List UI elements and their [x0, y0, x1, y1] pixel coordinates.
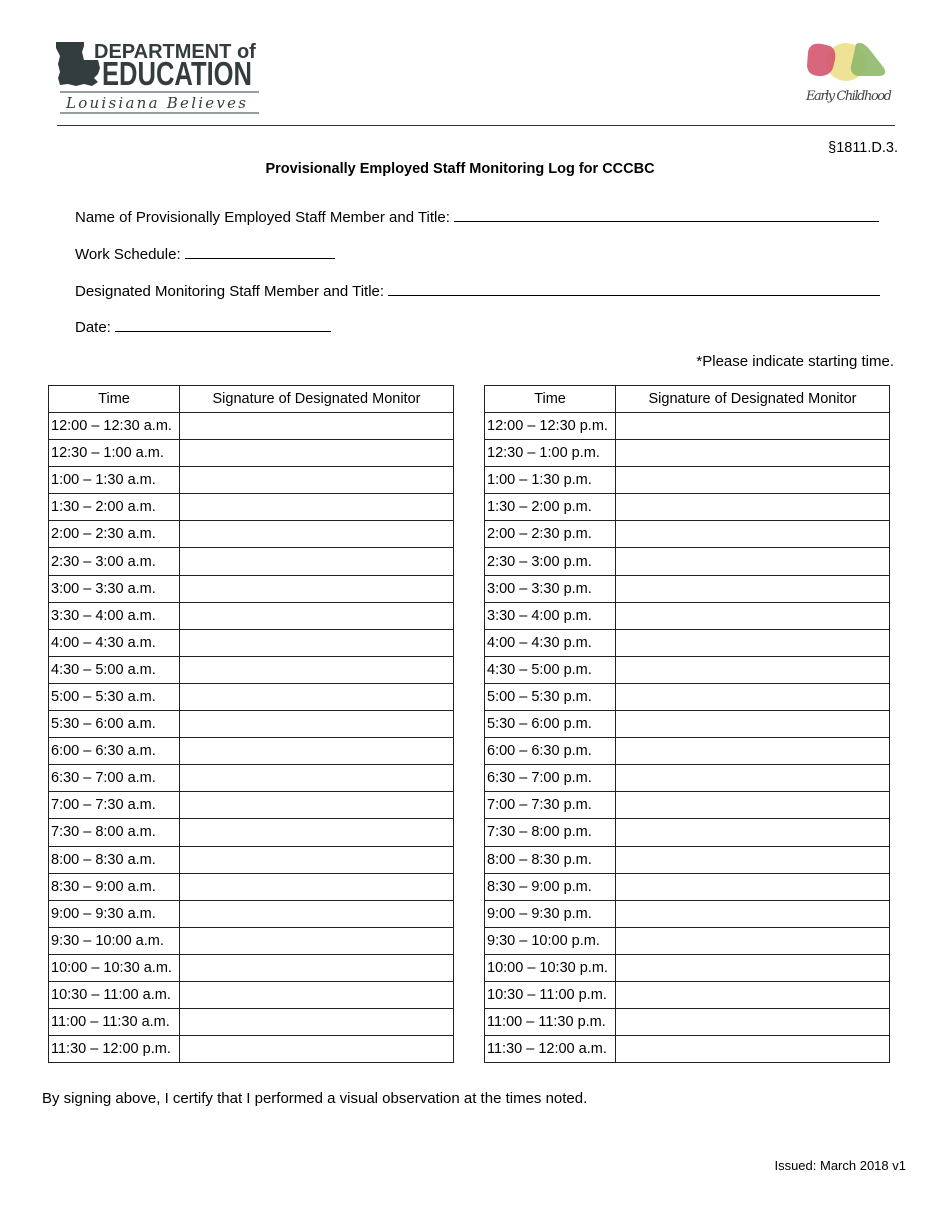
- table-row: [485, 440, 890, 467]
- time-slot: 3:30 – 4:00 p.m.: [485, 602, 616, 629]
- table-row: [485, 792, 890, 819]
- time-slot: 8:00 – 8:30 a.m.: [49, 846, 180, 873]
- table-row: [49, 413, 454, 440]
- signature-cell[interactable]: [616, 656, 890, 683]
- signature-cell[interactable]: [616, 683, 890, 710]
- table-row: [485, 683, 890, 710]
- table-header-row: [485, 386, 890, 413]
- time-slot: 2:00 – 2:30 a.m.: [49, 521, 180, 548]
- time-slot: 10:00 – 10:30 a.m.: [49, 954, 180, 981]
- page-title: Provisionally Employed Staff Monitoring Log for CCCBC: [265, 161, 655, 177]
- time-slot: 7:30 – 8:00 p.m.: [485, 819, 616, 846]
- time-slot: 6:00 – 6:30 a.m.: [49, 738, 180, 765]
- signature-header: Signature of Designated Monitor: [616, 386, 890, 413]
- table-row: [49, 819, 454, 846]
- table-row: [49, 548, 454, 575]
- signature-cell[interactable]: [616, 900, 890, 927]
- signature-cell[interactable]: [180, 1036, 454, 1063]
- time-slot: 2:30 – 3:00 p.m.: [485, 548, 616, 575]
- svg-text:EDUCATION: EDUCATION: [102, 55, 252, 92]
- signature-cell[interactable]: [616, 521, 890, 548]
- svg-text:Early Childhood: Early Childhood: [806, 89, 892, 104]
- time-slot: 5:30 – 6:00 a.m.: [49, 711, 180, 738]
- table-row: [49, 1009, 454, 1036]
- signature-cell[interactable]: [180, 792, 454, 819]
- staff-member-label: Name of Provisionally Employed Staff Member and Title:: [75, 209, 450, 226]
- work-schedule-label: Work Schedule:: [75, 246, 181, 263]
- table-row: [485, 873, 890, 900]
- time-slot: 3:00 – 3:30 a.m.: [49, 575, 180, 602]
- time-slot: 6:00 – 6:30 p.m.: [485, 738, 616, 765]
- signature-cell[interactable]: [180, 981, 454, 1008]
- time-slot: 1:00 – 1:30 a.m.: [49, 467, 180, 494]
- time-header: Time: [485, 386, 616, 413]
- table-row: [49, 792, 454, 819]
- time-slot: 8:00 – 8:30 p.m.: [485, 846, 616, 873]
- table-row: [49, 602, 454, 629]
- signature-cell[interactable]: [616, 494, 890, 521]
- time-slot: 4:00 – 4:30 p.m.: [485, 629, 616, 656]
- signature-cell[interactable]: [616, 765, 890, 792]
- time-slot: 7:00 – 7:30 p.m.: [485, 792, 616, 819]
- monitor-field: [75, 280, 880, 300]
- signature-cell[interactable]: [616, 927, 890, 954]
- signature-cell[interactable]: [180, 1009, 454, 1036]
- issued-date: Issued: March 2018 v1: [774, 1158, 906, 1173]
- table-row: [485, 900, 890, 927]
- time-slot: 9:00 – 9:30 a.m.: [49, 900, 180, 927]
- time-slot: 8:30 – 9:00 a.m.: [49, 873, 180, 900]
- time-slot: 2:30 – 3:00 a.m.: [49, 548, 180, 575]
- table-row: [49, 683, 454, 710]
- signature-cell[interactable]: [180, 413, 454, 440]
- time-slot: 3:00 – 3:30 p.m.: [485, 575, 616, 602]
- time-slot: 4:30 – 5:00 p.m.: [485, 656, 616, 683]
- time-slot: 5:30 – 6:00 p.m.: [485, 711, 616, 738]
- time-slot: 6:30 – 7:00 a.m.: [49, 765, 180, 792]
- time-slot: 2:00 – 2:30 p.m.: [485, 521, 616, 548]
- table-row: [49, 629, 454, 656]
- table-row: [485, 954, 890, 981]
- signature-cell[interactable]: [180, 738, 454, 765]
- signature-cell[interactable]: [616, 873, 890, 900]
- table-row: [485, 413, 890, 440]
- signature-cell[interactable]: [616, 846, 890, 873]
- table-row: [485, 846, 890, 873]
- signature-cell[interactable]: [180, 927, 454, 954]
- table-row: [485, 1036, 890, 1063]
- signature-cell[interactable]: [180, 765, 454, 792]
- signature-cell[interactable]: [180, 602, 454, 629]
- time-slot: 3:30 – 4:00 a.m.: [49, 602, 180, 629]
- signature-cell[interactable]: [616, 954, 890, 981]
- time-slot: 11:00 – 11:30 a.m.: [49, 1009, 180, 1036]
- time-slot: 12:00 – 12:30 a.m.: [49, 413, 180, 440]
- signature-cell[interactable]: [616, 711, 890, 738]
- starting-time-note: *Please indicate starting time.: [696, 353, 894, 370]
- time-slot: 10:00 – 10:30 p.m.: [485, 954, 616, 981]
- table-row: [49, 467, 454, 494]
- signature-cell[interactable]: [180, 711, 454, 738]
- table-row: [485, 467, 890, 494]
- table-row: [485, 711, 890, 738]
- time-slot: 9:30 – 10:00 a.m.: [49, 927, 180, 954]
- time-slot: 1:30 – 2:00 p.m.: [485, 494, 616, 521]
- table-row: [49, 927, 454, 954]
- table-row: [49, 981, 454, 1008]
- signature-cell[interactable]: [616, 1036, 890, 1063]
- table-row: [485, 575, 890, 602]
- table-row: [485, 521, 890, 548]
- signature-header: Signature of Designated Monitor: [180, 386, 454, 413]
- staff-member-input-line[interactable]: [454, 206, 879, 222]
- time-slot: 5:00 – 5:30 p.m.: [485, 683, 616, 710]
- signature-cell[interactable]: [180, 548, 454, 575]
- signature-cell[interactable]: [616, 602, 890, 629]
- date-field: [75, 316, 331, 336]
- signature-cell[interactable]: [616, 413, 890, 440]
- pm-log-table: [484, 385, 890, 1063]
- signature-cell[interactable]: [616, 548, 890, 575]
- time-slot: 12:00 – 12:30 p.m.: [485, 413, 616, 440]
- signature-cell[interactable]: [180, 440, 454, 467]
- certification-statement: By signing above, I certify that I performed a visual observation at the times noted.: [42, 1090, 588, 1107]
- signature-cell[interactable]: [616, 738, 890, 765]
- table-row: [485, 656, 890, 683]
- table-row: [49, 738, 454, 765]
- table-row: [485, 765, 890, 792]
- am-log-table: [48, 385, 454, 1063]
- table-row: [485, 819, 890, 846]
- time-slot: 1:30 – 2:00 a.m.: [49, 494, 180, 521]
- signature-cell[interactable]: [616, 467, 890, 494]
- table-row: [49, 575, 454, 602]
- table-header-row: [49, 386, 454, 413]
- time-slot: 10:30 – 11:00 p.m.: [485, 981, 616, 1008]
- svg-text:Louisiana Believes: Louisiana Believes: [66, 94, 246, 112]
- table-row: [49, 765, 454, 792]
- staff-member-field: [75, 206, 879, 226]
- time-slot: 11:30 – 12:00 a.m.: [485, 1036, 616, 1063]
- signature-cell[interactable]: [180, 656, 454, 683]
- header-divider: [57, 125, 895, 126]
- signature-cell[interactable]: [616, 792, 890, 819]
- time-slot: 12:30 – 1:00 p.m.: [485, 440, 616, 467]
- table-row: [485, 927, 890, 954]
- table-row: [485, 548, 890, 575]
- time-slot: 7:00 – 7:30 a.m.: [49, 792, 180, 819]
- table-row: [49, 711, 454, 738]
- time-slot: 9:00 – 9:30 p.m.: [485, 900, 616, 927]
- signature-cell[interactable]: [616, 1009, 890, 1036]
- signature-cell[interactable]: [616, 575, 890, 602]
- early-childhood-logo: [800, 38, 898, 118]
- date-label: Date:: [75, 319, 111, 336]
- signature-cell[interactable]: [180, 683, 454, 710]
- time-slot: 11:00 – 11:30 p.m.: [485, 1009, 616, 1036]
- table-row: [49, 900, 454, 927]
- monitor-label: Designated Monitoring Staff Member and Title:: [75, 283, 385, 300]
- time-slot: 4:00 – 4:30 a.m.: [49, 629, 180, 656]
- time-slot: 9:30 – 10:00 p.m.: [485, 927, 616, 954]
- table-row: [485, 602, 890, 629]
- signature-cell[interactable]: [180, 629, 454, 656]
- signature-cell[interactable]: [616, 981, 890, 1008]
- time-slot: 4:30 – 5:00 a.m.: [49, 656, 180, 683]
- table-row: [49, 873, 454, 900]
- time-slot: 10:30 – 11:00 a.m.: [49, 981, 180, 1008]
- table-row: [49, 656, 454, 683]
- table-row: [485, 738, 890, 765]
- signature-cell[interactable]: [180, 575, 454, 602]
- signature-cell[interactable]: [180, 467, 454, 494]
- table-row: [49, 1036, 454, 1063]
- signature-cell[interactable]: [180, 846, 454, 873]
- time-header: Time: [49, 386, 180, 413]
- table-row: [485, 1009, 890, 1036]
- table-row: [49, 846, 454, 873]
- table-row: [485, 629, 890, 656]
- signature-cell[interactable]: [180, 819, 454, 846]
- table-row: [49, 521, 454, 548]
- signature-cell[interactable]: [180, 494, 454, 521]
- monitor-input-line[interactable]: [388, 280, 880, 296]
- time-slot: 11:30 – 12:00 p.m.: [49, 1036, 180, 1063]
- signature-cell[interactable]: [616, 819, 890, 846]
- time-slot: 6:30 – 7:00 p.m.: [485, 765, 616, 792]
- table-row: [485, 981, 890, 1008]
- time-slot: 1:00 – 1:30 p.m.: [485, 467, 616, 494]
- signature-cell[interactable]: [180, 900, 454, 927]
- work-schedule-field: [75, 243, 335, 263]
- date-input-line[interactable]: [115, 316, 331, 332]
- time-slot: 5:00 – 5:30 a.m.: [49, 683, 180, 710]
- time-slot: 8:30 – 9:00 p.m.: [485, 873, 616, 900]
- section-reference: §1811.D.3.: [828, 140, 898, 156]
- time-slot: 12:30 – 1:00 a.m.: [49, 440, 180, 467]
- table-row: [49, 954, 454, 981]
- work-schedule-input-line[interactable]: [185, 243, 335, 259]
- signature-cell[interactable]: [180, 521, 454, 548]
- time-slot: 7:30 – 8:00 a.m.: [49, 819, 180, 846]
- signature-cell[interactable]: [180, 873, 454, 900]
- signature-cell[interactable]: [616, 440, 890, 467]
- table-row: [485, 494, 890, 521]
- table-row: [49, 440, 454, 467]
- department-of-education-logo: [54, 38, 264, 116]
- signature-cell[interactable]: [180, 954, 454, 981]
- signature-cell[interactable]: [616, 629, 890, 656]
- table-row: [49, 494, 454, 521]
- svg-text:DEPARTMENT of: DEPARTMENT of: [94, 41, 256, 63]
